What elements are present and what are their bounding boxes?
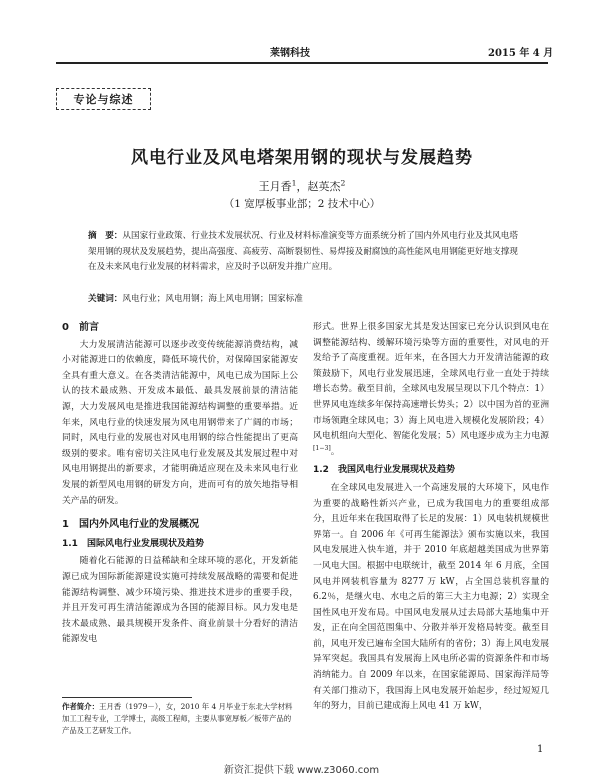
left-column — [62, 320, 298, 648]
keywords-text: 风电行业；风电用钢；海上风电用钢；国家标准 — [122, 294, 303, 304]
watermark: 新资汇提供下载 www.z3060.com — [223, 765, 380, 776]
footnote-text: 王月香（1979－），女，2010 年 4 月毕业于东北大学材料加工工程专业，工学博士，高级工程师，主要从事宽厚板／板带产品的产品及工艺研发工作。 — [62, 702, 293, 735]
abstract — [88, 229, 518, 276]
subsection-heading: 1.2 我国风电行业发展现状及趋势 — [313, 465, 455, 476]
author-name: 赵英杰 — [307, 180, 341, 193]
journal-name: 莱钢科技 — [270, 48, 310, 59]
paragraph — [313, 320, 549, 460]
issue-date: 2015 年 4 月 — [488, 48, 554, 59]
footnote-rule — [62, 697, 192, 698]
keywords — [88, 292, 518, 307]
header-rule — [56, 62, 548, 64]
abstract-text: 从国家行业政策、行业技术发展状况、行业及材料标准演变等方面系统分析了国内外风电行业及其风电塔架用钢的现状及发展趋势，提出高强度、高疲劳、高断裂韧性、易焊接及耐腐蚀的高性能风电用钢能更好地支撑现在及未来风电行业发展的材料需求，应及时予以研发并推广应用。 — [88, 231, 518, 273]
keywords-label: 关键词： — [88, 294, 123, 304]
affiliation: （1 宽厚板事业部；2 技术中心） — [223, 198, 381, 210]
paragraph: 在全球风电发展进入一个高速发展的大环境下，风电作为重要的战略性新兴产业，已成为我国电力的重要组成部分，且近年来在我国取得了长足的发展：1）风电装机规模世界第一。自 2006 年《可再生能源法》颁布实施以来，我国风电发展进入快车道，并于 2010 年底超越美国成为世界第一风电大国。根据中电联统计，截至 2014 年 6 月底，全国风电并网装机容量为 8277 万 kW，占全国总装机容量的 6.2％，是继火电、水电之后的第三大主力电源；2）实现全国性风电开发布局。中国风电发展从过去局部大基地集中开发，正在向全国范围集中、分散并举开发格局转变。截至目前，风电开发已遍布全国大陆所有的省份；3）海上风电发展异军突起。我国具有发展海上风电所必需的资源条件和市场消纳能力。自 2009 年以来，在国家能源局、国家海洋局等有关部门推动下，我国海上风电发展开始起步，经过短短几年的努力，目前已建成海上风电 41 万 kW， — [313, 482, 549, 712]
paragraph: 随着化石能源的日益稀缺和全球环境的恶化，开发新能源已成为国际新能源建设实施可持续发展战略的需要和促进能源结构调整、减少环境污染、推进技术进步的重要手段，并且开发可再生清洁能源成为各国的能源目标。风力发电是技术最成熟、最具规模开发条件、商业前景十分看好的清洁能源发电 — [62, 556, 298, 645]
author-affiliation-mark: 1 — [291, 178, 297, 188]
author-separator: ， — [296, 180, 308, 193]
paragraph: 大力发展清洁能源可以逐步改变传统能源消费结构，减小对能源进口的依赖度，降低环境代价，对保障国家能源安全具有重大意义。在各类清洁能源中，风电已成为国际上公认的技术最成熟、开发成本最低、最具发展前景的清洁能源，大力发展风电是推进我国能源结构调整的重要举措。近年来，风电行业的快速发展为风电用钢带来了广阔的市场；同时，风电行业的发展也对风电用钢的综合性能提出了更高级别的要求。唯有密切关注风电行业发展及其发展过程中对风电用钢提出的新要求，才能明确适应现在及未来风电行业发展的新型风电用钢的研发方向，进而可有的放矢地指导相关产品的研发。 — [62, 339, 298, 506]
section-label: 专论与综述 — [56, 88, 151, 110]
right-column — [313, 320, 549, 715]
abstract-label: 摘 要： — [88, 231, 123, 241]
section-heading: 0 前言 — [62, 322, 99, 333]
author-affiliation-mark: 2 — [340, 178, 346, 188]
citation: [1−3] — [313, 444, 331, 452]
paragraph-end: 。 — [330, 446, 340, 457]
author-line — [56, 178, 548, 194]
page-number: 1 — [537, 744, 544, 755]
subsection-heading: 1.1 国际风电行业发展现状及趋势 — [62, 538, 204, 549]
section-heading: 1 国内外风电行业的发展概况 — [62, 519, 199, 531]
author-name: 王月香 — [258, 180, 292, 193]
footnote-label: 作者简介： — [62, 702, 99, 711]
article-title: 风电行业及风电塔架用钢的现状与发展趋势 — [131, 148, 473, 168]
paragraph-text: 形式。世界上很多国家尤其是发达国家已充分认识到风电在调整能源结构、缓解环境污染等方面的重要性，对风电的开发给予了高度重视。近年来，在各国大力开发清洁能源的政策鼓励下，风电行业发展迅速，全球风电行业一直处于持续增长态势。截至目前，全球风电发展呈现以下几个特点：1）世界风电连续多年保持高速增长势头；2）以中国为首的亚洲市场领跑全球风电；3）海上风电进入规模化发展阶段；4）风电机组向大型化、智能化发展；5）风电逐步成为主力电源 — [313, 322, 549, 442]
footnote — [62, 701, 298, 737]
